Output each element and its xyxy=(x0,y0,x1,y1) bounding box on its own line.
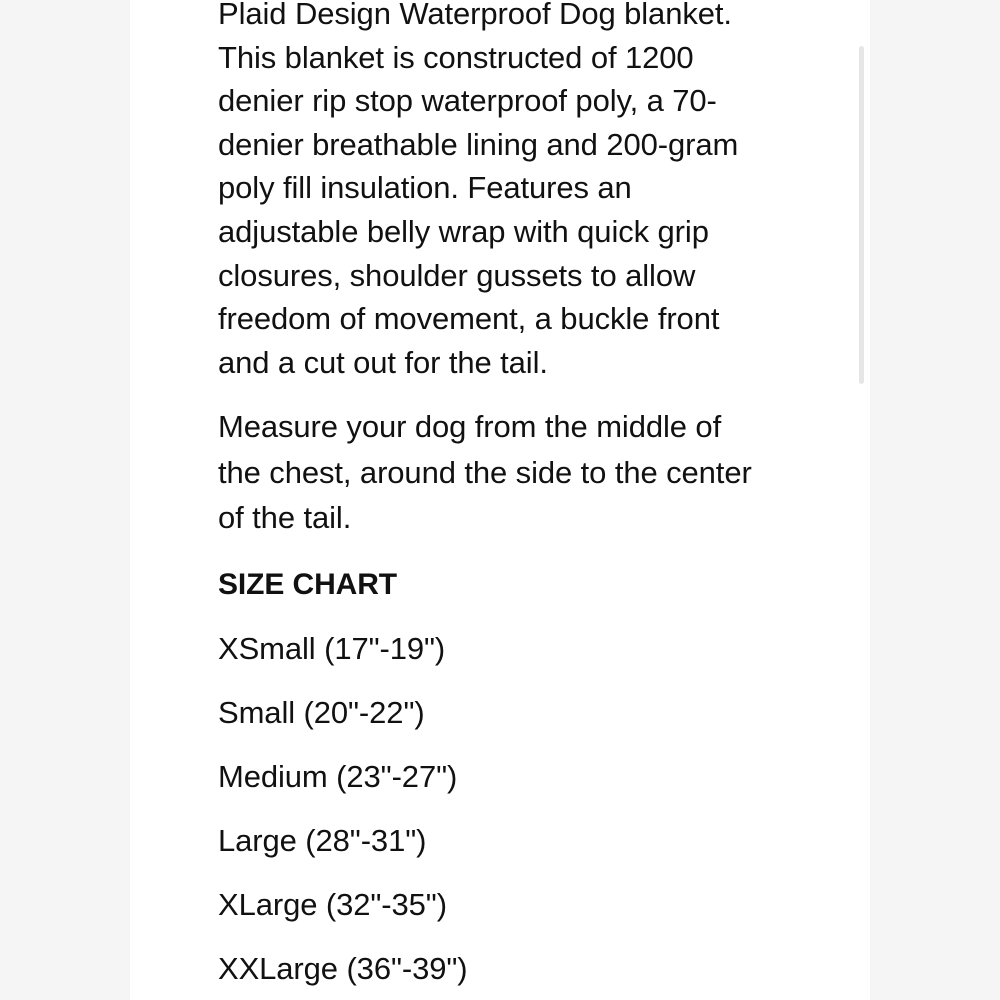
left-margin xyxy=(0,0,130,1000)
right-margin xyxy=(870,0,1000,1000)
size-item-large: Large (28"-31") xyxy=(218,822,427,858)
description-line: This blanket is constructed of 1200 xyxy=(218,39,694,75)
description-line: denier breathable lining and 200-gram xyxy=(218,126,739,162)
measure-line: Measure your dog from the middle of xyxy=(218,409,722,445)
description-line: adjustable belly wrap with quick grip xyxy=(218,213,709,249)
description-content xyxy=(218,0,828,1000)
description-line: closures, shoulder gussets to allow xyxy=(218,257,696,293)
description-line: Plaid Design Waterproof Dog blanket. xyxy=(218,0,732,31)
size-item-medium: Medium (23"-27") xyxy=(218,758,458,794)
measuring-instructions xyxy=(218,404,828,541)
description-line: denier rip stop waterproof poly, a 70- xyxy=(218,83,717,119)
size-item-small: Small (20"-22") xyxy=(218,694,425,730)
description-line: poly fill insulation. Features an xyxy=(218,170,632,206)
measure-line: of the tail. xyxy=(218,500,352,536)
size-item-xxlarge: XXLarge (36"-39") xyxy=(218,950,468,986)
size-item-xsmall: XSmall (17"-19") xyxy=(218,630,446,666)
size-chart-list xyxy=(218,627,828,1000)
description-line: and a cut out for the tail. xyxy=(218,344,548,380)
size-item-xlarge: XLarge (32"-35") xyxy=(218,886,447,922)
scrollbar[interactable] xyxy=(859,46,864,384)
description-line: freedom of movement, a buckle front xyxy=(218,301,720,337)
product-description xyxy=(218,0,828,384)
product-description-panel xyxy=(130,0,870,1000)
measure-line: the chest, around the side to the center xyxy=(218,454,752,490)
size-chart-heading: SIZE CHART xyxy=(218,567,398,601)
